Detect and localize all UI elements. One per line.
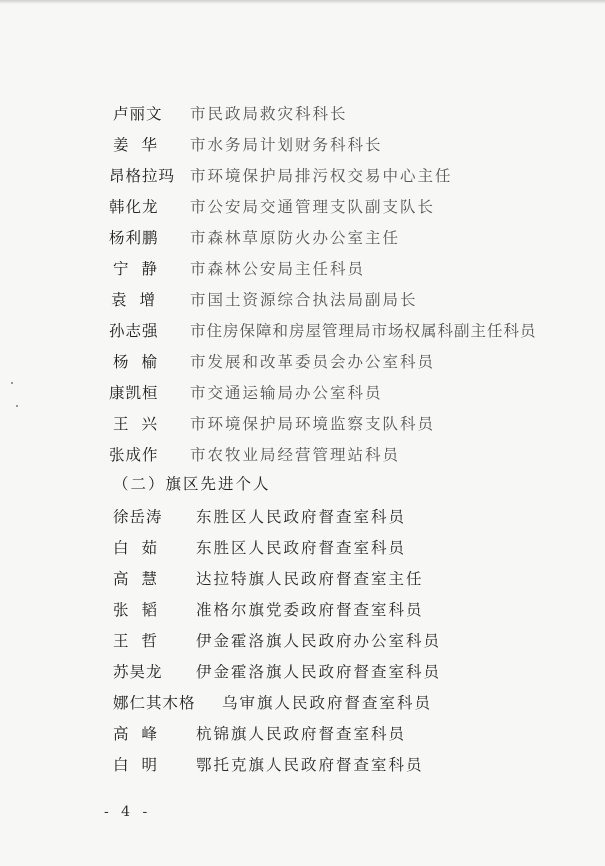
person-name: 徐岳涛	[113, 508, 163, 526]
person-title: 伊金霍洛旗人民政府督查室科员	[196, 663, 442, 681]
person-title: 市环境保护局环境监察支队科员	[190, 415, 436, 433]
section-heading: （二）旗区先进个人	[113, 475, 271, 493]
person-name: 姜华	[113, 136, 171, 154]
person-title: 伊金霍洛旗人民政府办公室科员	[196, 632, 442, 650]
person-name: 卢丽文	[113, 105, 163, 123]
person-title: 市农牧业局经营管理站科员	[190, 446, 401, 464]
person-title: 乌审旗人民政府督查室科员	[222, 694, 433, 712]
person-title: 市交通运输局办公室科员	[190, 384, 383, 402]
person-name: 苏昊龙	[113, 663, 163, 681]
person-name: 宁静	[113, 260, 171, 278]
person-name: 高峰	[113, 725, 171, 743]
person-name: 杨榆	[113, 353, 171, 371]
scan-top-edge	[0, 0, 605, 4]
person-title: 准格尔旗党委政府督查室科员	[196, 601, 424, 619]
person-title: 市森林草原防火办公室主任	[190, 229, 401, 247]
person-title: 市民政局救灾科科长	[190, 105, 348, 123]
person-name: 白明	[113, 756, 171, 774]
person-name: 袁增	[111, 291, 169, 309]
person-title: 东胜区人民政府督查室科员	[196, 539, 407, 557]
scan-speck	[11, 382, 13, 384]
page-number: - 4 -	[104, 804, 152, 820]
person-title: 市环境保护局排污权交易中心主任	[190, 167, 453, 185]
person-name: 孙志强	[109, 322, 159, 340]
person-name: 白茹	[113, 539, 171, 557]
person-name: 王哲	[113, 632, 171, 650]
person-name: 娜仁其木格	[113, 694, 196, 712]
person-title: 达拉特旗人民政府督查室主任	[196, 570, 424, 588]
person-name: 杨利鹏	[109, 229, 159, 247]
person-title: 市水务局计划财务科科长	[190, 136, 383, 154]
person-name: 张韬	[113, 601, 171, 619]
person-title: 市发展和改革委员会办公室科员	[190, 353, 436, 371]
person-name: 昂格拉玛	[109, 167, 176, 185]
person-title: 东胜区人民政府督查室科员	[196, 508, 407, 526]
person-title: 市国土资源综合执法局副局长	[190, 291, 418, 309]
person-name: 张成作	[109, 446, 159, 464]
person-title: 市公安局交通管理支队副支队长	[190, 198, 436, 216]
person-title: 市住房保障和房屋管理局市场权属科副主任科员	[190, 322, 537, 340]
person-title: 杭锦旗人民政府督查室科员	[196, 725, 407, 743]
scan-speck	[16, 405, 18, 407]
person-title: 鄂托克旗人民政府督查室科员	[196, 756, 424, 774]
person-name: 高慧	[113, 570, 171, 588]
person-title: 市森林公安局主任科员	[190, 260, 366, 278]
person-name: 韩化龙	[109, 198, 159, 216]
person-name: 王兴	[113, 415, 171, 433]
person-name: 康凯桓	[109, 384, 159, 402]
